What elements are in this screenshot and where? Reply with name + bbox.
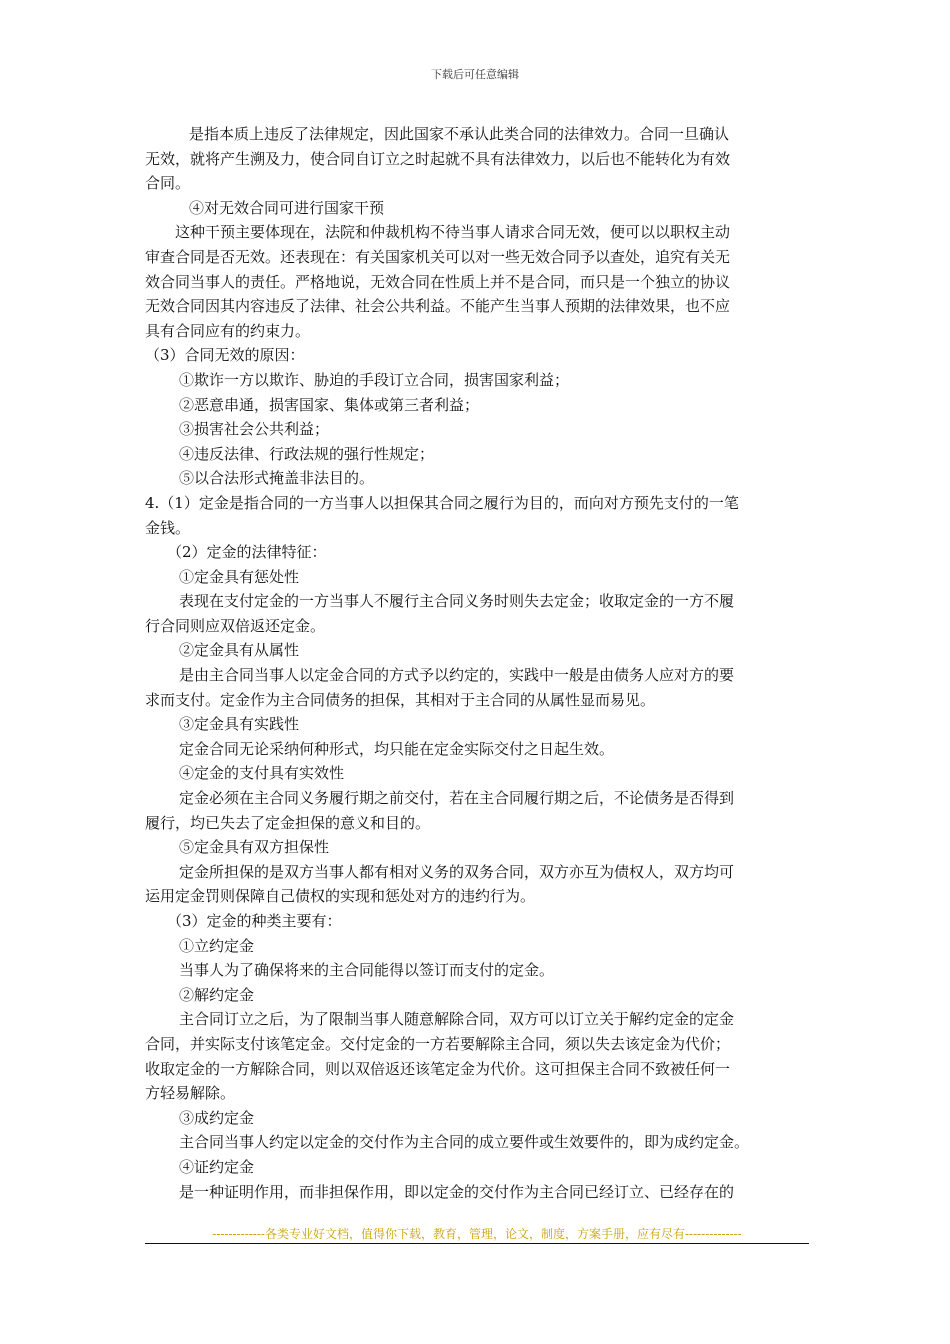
list-item: ②恶意串通，损害国家、集体或第三者利益；	[179, 395, 480, 414]
list-item: ④违反法律、行政法规的强行性规定；	[179, 444, 435, 463]
paragraph-line: 合同，并实际支付该笔定金。交付定金的一方若要解除主合同，须以失去该定金为代价；	[145, 1034, 731, 1053]
section-heading: （3）合同无效的原因：	[145, 346, 305, 365]
list-item: ④定金的支付具有实效性	[179, 764, 345, 783]
paragraph-line: 是由主合同当事人以定金合同的方式予以约定的，实践中一般是由债务人应对方的要	[179, 666, 735, 685]
section-heading: （3）定金的种类主要有：	[167, 912, 342, 930]
paragraph-line: 定金所担保的是双方当事人都有相对义务的双务合同，双方亦互为债权人，双方均可	[179, 862, 735, 881]
section-heading: （2）定金的法律特征：	[167, 543, 327, 562]
paragraph-line: 审查合同是否无效。还表现在：有关国家机关可以对一些无效合同予以查处，追究有关无	[145, 247, 731, 266]
paragraph-line: 定金必须在主合同义务履行期之前交付，若在主合同履行期之后，不论债务是否得到	[179, 789, 735, 808]
paragraph-line: 当事人为了确保将来的主合同能得以签订而支付的定金。	[179, 961, 555, 980]
list-item: ⑤定金具有双方担保性	[179, 838, 330, 857]
list-item: ⑤以合法形式掩盖非法目的。	[179, 469, 375, 488]
list-item: ④对无效合同可进行国家干预	[189, 198, 385, 217]
paragraph-line: 这种干预主要体现在，法院和仲裁机构不待当事人请求合同无效，便可以以职权主动	[175, 223, 731, 242]
paragraph-line: 具有合同应有的约束力。	[145, 321, 311, 340]
list-item: ③定金具有实践性	[179, 715, 300, 734]
paragraph-line: 4.（1）定金是指合同的一方当事人以担保其合同之履行为目的，而向对方预先支付的一笔	[145, 493, 739, 512]
document-body	[145, 122, 809, 1204]
paragraph-line: 是一种证明作用，而非担保作用，即以定金的交付作为主合同已经订立、已经存在的	[179, 1182, 735, 1201]
list-item: ①定金具有惩处性	[179, 567, 300, 586]
list-item: ④证约定金	[179, 1157, 255, 1176]
list-item: ③损害社会公共利益；	[179, 420, 330, 439]
paragraph-line: 求而支付。定金作为主合同债务的担保，其相对于主合同的从属性显而易见。	[145, 690, 656, 709]
paragraph-line: 主合同订立之后，为了限制当事人随意解除合同，双方可以订立关于解约定金的定金	[179, 1010, 735, 1029]
paragraph-line: 主合同当事人约定以定金的交付作为主合同的成立要件或生效要件的，即为成约定金。	[179, 1133, 750, 1152]
paragraph-line: 是指本质上违反了法律规定，因此国家不承认此类合同的法律效力。合同一旦确认	[189, 125, 730, 143]
paragraph-line: 无效合同因其内容违反了法律、社会公共利益。不能产生当事人预期的法律效果，也不应	[145, 297, 731, 316]
paragraph-line: 收取定金的一方解除合同，则以双倍返还该笔定金为代价。这可担保主合同不致被任何一	[145, 1059, 731, 1078]
footer-banner: -------------各类专业好文档，值得你下载，教育，管理，论文，制度，方案手册，应有尽有--------------	[212, 1227, 742, 1241]
paragraph-line: 方轻易解除。	[145, 1084, 236, 1103]
list-item: ②解约定金	[179, 985, 255, 1004]
paragraph-line: 表现在支付定金的一方当事人不履行主合同义务时则失去定金；收取定金的一方不履	[179, 592, 735, 611]
list-item: ②定金具有从属性	[179, 641, 300, 660]
paragraph-line: 效合同当事人的责任。严格地说，无效合同在性质上并不是合同，而只是一个独立的协议	[145, 272, 731, 291]
list-item: ③成约定金	[179, 1108, 255, 1127]
list-item: ①欺诈一方以欺诈、胁迫的手段订立合同，损害国家利益；	[179, 370, 570, 389]
paragraph-line: 定金合同无论采纳何种形式，均只能在定金实际交付之日起生效。	[179, 739, 615, 758]
paragraph-line: 行合同则应双倍返还定金。	[145, 616, 326, 635]
paragraph-line: 合同。	[145, 174, 191, 193]
paragraph-line: 履行，均已失去了定金担保的意义和目的。	[145, 813, 431, 832]
paragraph-line: 金钱。	[145, 518, 191, 537]
footer-divider	[145, 1243, 809, 1244]
paragraph-line: 无效，就将产生溯及力，使合同自订立之时起就不具有法律效力，以后也不能转化为有效	[145, 149, 731, 168]
list-item: ①立约定金	[179, 936, 255, 955]
paragraph-line: 运用定金罚则保障自己债权的实现和惩处对方的违约行为。	[145, 887, 536, 906]
page-header: 下载后可任意编辑	[431, 68, 519, 81]
